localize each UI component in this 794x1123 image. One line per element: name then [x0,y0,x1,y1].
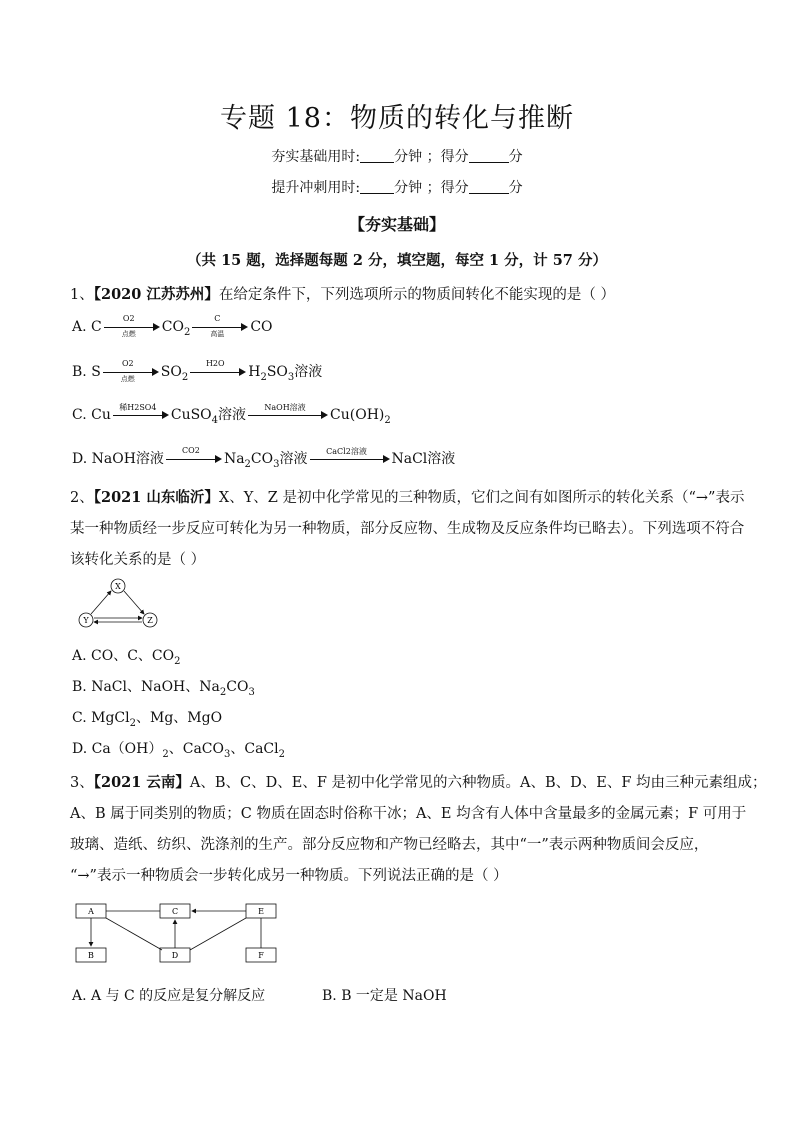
timing-line-basic: 夯实基础用时: 分钟 ；得分 分 [271,149,523,165]
node-e-label: E [258,907,264,916]
question-3-line4: “→”表示一种物质会一步转化成另一种物质。下列说法正确的是（ ） [70,868,508,884]
q1-option-d[interactable]: D. NaOH溶液 CO2 $Na_2CO_3$溶液 CaCl2溶液 NaCl溶液 [72,446,456,470]
q1-option-b[interactable]: B. S O2 点燃 $SO_2$ H2O $H_2SO_3$溶液 [72,359,323,383]
q2-option-b[interactable]: B. NaCl、NaOH、$Na_2CO_3$ [72,679,255,698]
reaction-arrow: O2 点燃 [103,365,159,379]
question-2-line3: 该转化关系的是（ ） [70,552,206,568]
node-b-label: B [88,951,94,960]
section-heading: 【夯实基础】 [348,215,445,234]
score-blank[interactable] [469,179,509,194]
page-title: 专题 18：物质的转化与推断 [220,103,574,134]
score-blank[interactable] [469,148,509,163]
reaction-arrow: O2 点燃 [104,320,160,334]
question-2-line2: 某一种物质经一步反应可转化为另一种物质，部分反应物、生成物及反应条件均已略去）。下列选项不符合 [70,521,745,537]
abcdef-conversion-diagram [72,900,282,968]
q3-option-b[interactable]: B. B 一定是 NaOH [322,988,447,1004]
timing-line-advanced: 提升冲刺用时: 分钟 ；得分 分 [271,180,523,196]
q2-option-c[interactable]: C. MgCl$_2$、Mg、MgO [72,710,223,729]
time-blank[interactable] [360,179,394,194]
node-d-label: D [171,951,179,960]
time-blank[interactable] [360,148,394,163]
node-y-label: Y [83,616,89,625]
q2-option-a[interactable]: A. CO、C、$CO_2$ [72,648,181,667]
section-note: （共 15 题，选择题每题 2 分，填空题，每空 1 分，计 57 分） [187,252,607,269]
node-z-label: Z [147,616,153,625]
node-a-label: A [88,907,94,916]
reaction-arrow: CaCl2溶液 [310,452,390,466]
xyz-conversion-diagram [72,576,164,634]
node-c-label: C [171,907,179,916]
node-x-label: X [115,582,121,591]
reaction-arrow: CO2 [166,452,222,466]
q1-option-c[interactable]: C. Cu 稀H2SO4 CuSO$_4$溶液 NaOH溶液 $Cu(OH)_2$ [72,403,391,426]
reaction-arrow: NaOH溶液 [248,408,328,422]
reaction-arrow: H2O [190,365,246,379]
reaction-arrow: 稀H2SO4 [113,408,169,422]
question-2: 2、【2021 山东临沂】X、Y、Z 是初中化学常见的三种物质，它们之间有如图所示的转化关系（“→”表示 [70,489,745,506]
question-3-line3: 玻璃、造纸、纺织、洗涤剂的生产。部分反应物和产物已经略去，其中“一”表示两种物质间会反应， [70,837,709,853]
q1-option-a[interactable]: A. C O2 点燃 $CO_2$ C 高温 CO [72,314,273,338]
q3-option-a[interactable]: A. A 与 C 的反应是复分解反应 [72,988,266,1004]
question-1: 1、【2020 江苏苏州】在给定条件下，下列选项所示的物质间转化不能实现的是（ ） [70,286,615,303]
question-3-line2: A、B 属于同类别的物质；C 物质在固态时俗称干冰；A、E 均含有人体中含量最多的金属元素；F 可用于 [70,806,747,822]
node-f-label: F [258,951,264,960]
q2-option-d[interactable]: D. $Ca(OH)_2$、CaCO$_3$、CaCl$_2$ [72,741,285,760]
reaction-arrow: C 高温 [192,320,248,334]
question-3: 3、【2021 云南】A、B、C、D、E、F 是初中化学常见的六种物质。A、B、D、E、F 均由三种元素组成； [70,774,767,791]
